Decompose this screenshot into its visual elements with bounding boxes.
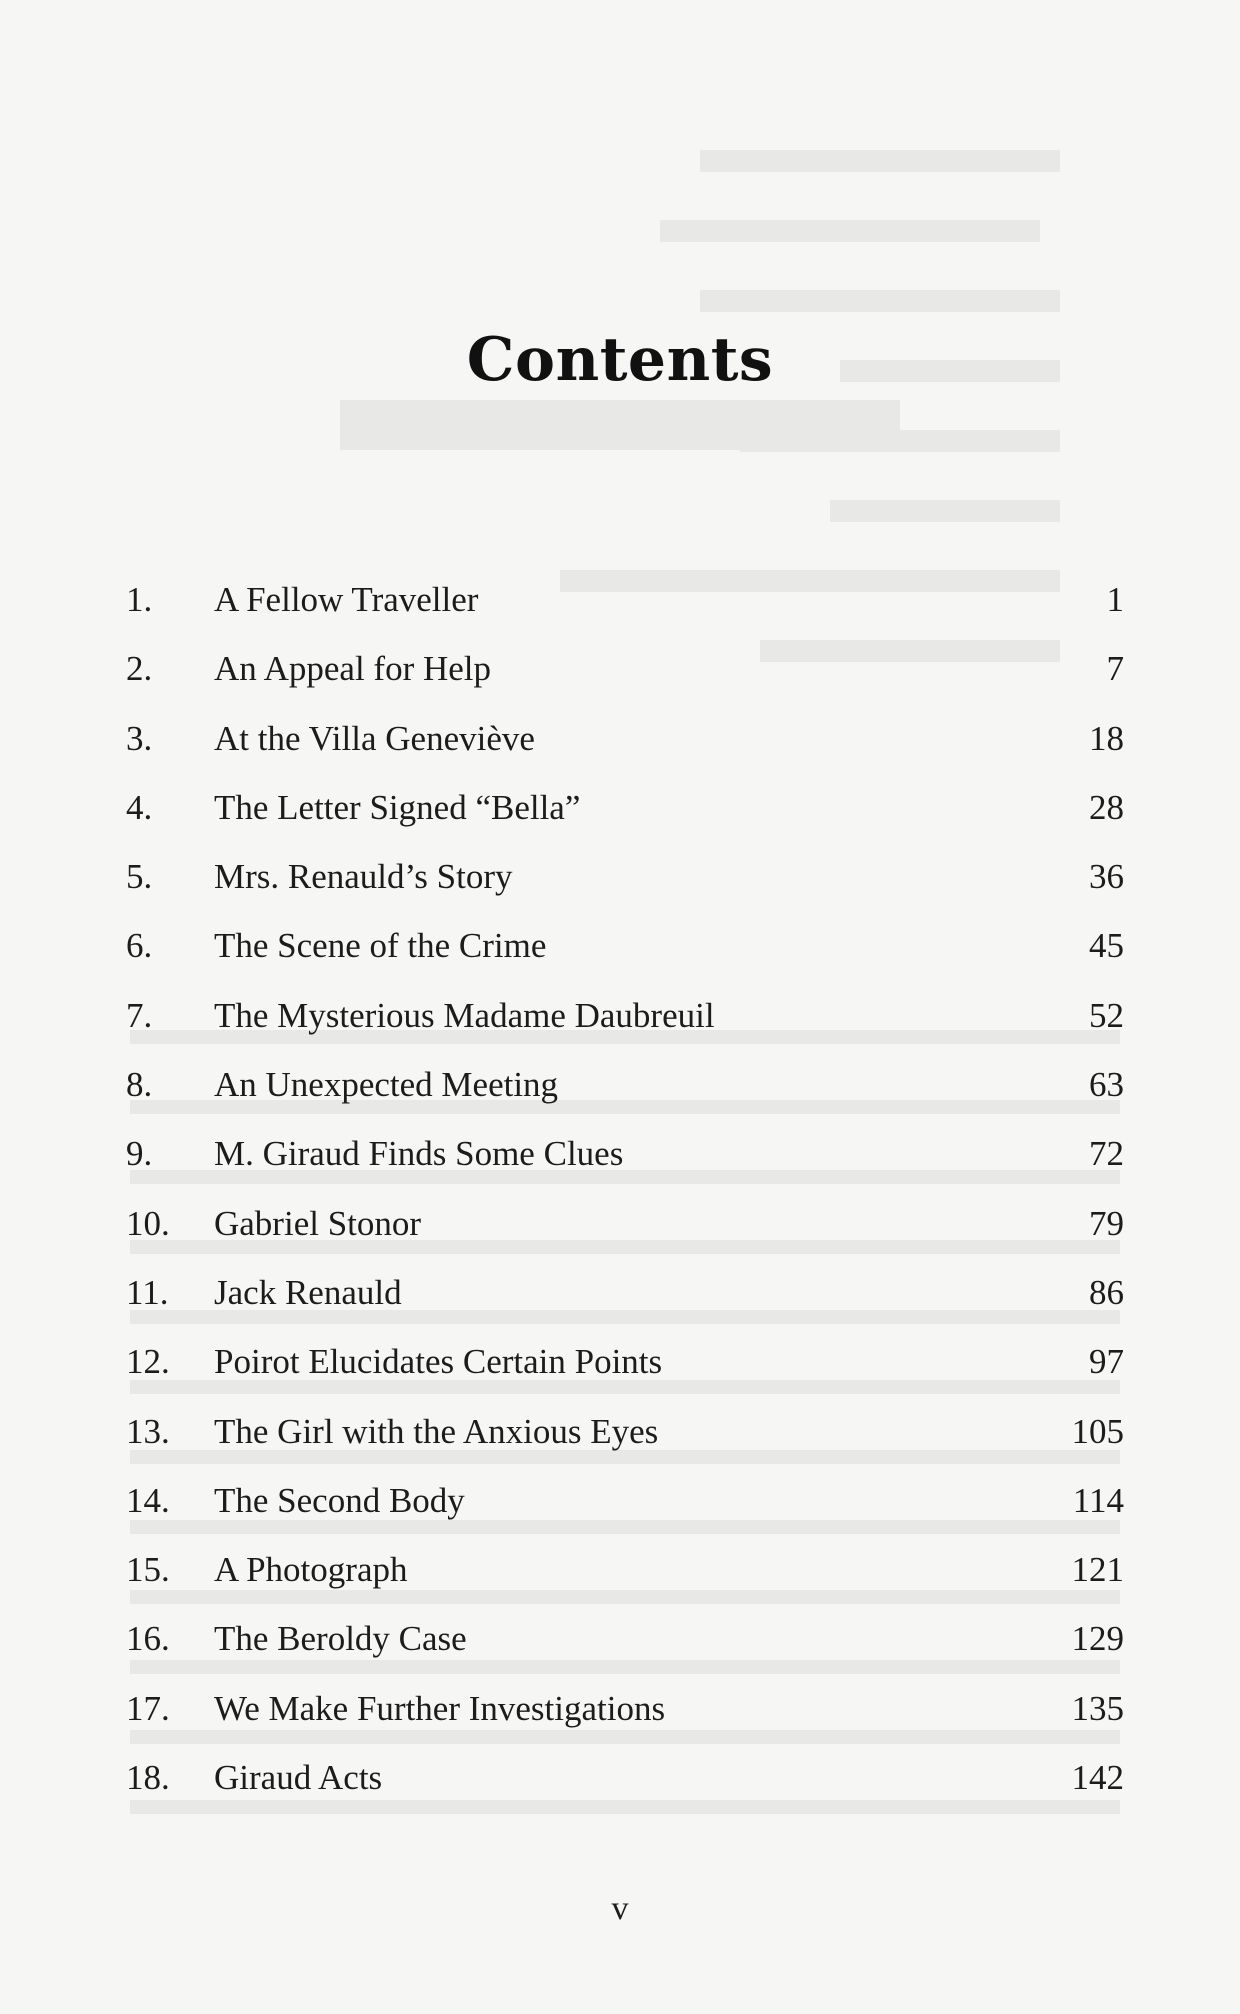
chapter-title: We Make Further Investigations: [214, 1688, 666, 1728]
chapter-title: The Mysterious Madame Daubreuil: [214, 995, 715, 1035]
chapter-page: 1: [1106, 580, 1124, 619]
toc-entry: [126, 1065, 1124, 1134]
chapter-title: A Photograph: [214, 1550, 408, 1590]
chapter-number: 11.: [126, 1272, 169, 1312]
chapter-page: 97: [1089, 1342, 1124, 1382]
table-of-contents: [126, 580, 1124, 1827]
chapter-title: The Beroldy Case: [214, 1619, 467, 1659]
chapter-page: 45: [1089, 926, 1124, 966]
chapter-page: 36: [1089, 857, 1124, 897]
chapter-number: 6.: [126, 926, 153, 966]
toc-entry: [126, 719, 1124, 788]
chapter-number: 9.: [126, 1134, 153, 1174]
chapter-page: 7: [1106, 649, 1124, 689]
toc-entry: [126, 1619, 1124, 1688]
toc-entry: [126, 996, 1124, 1065]
toc-entry: [126, 649, 1124, 718]
toc-entry: [126, 580, 1124, 649]
chapter-number: 17.: [126, 1688, 170, 1728]
toc-entry: [126, 1204, 1124, 1273]
chapter-number: 2.: [126, 649, 153, 689]
chapter-title: Jack Renauld: [214, 1272, 402, 1312]
toc-entry: [126, 1481, 1124, 1550]
chapter-number: 12.: [126, 1342, 170, 1382]
chapter-page: 72: [1089, 1134, 1124, 1174]
chapter-page: 52: [1089, 995, 1124, 1035]
chapter-page: 63: [1089, 1065, 1124, 1105]
chapter-title: A Fellow Traveller: [214, 580, 479, 619]
chapter-page: 114: [1072, 1480, 1124, 1520]
chapter-number: 4.: [126, 787, 153, 827]
chapter-number: 10.: [126, 1203, 170, 1243]
toc-entry: [126, 1550, 1124, 1619]
chapter-title: Poirot Elucidates Certain Points: [214, 1342, 663, 1382]
chapter-number: 5.: [126, 857, 153, 897]
chapter-number: 13.: [126, 1411, 170, 1451]
chapter-title: An Appeal for Help: [214, 649, 492, 689]
chapter-page: 105: [1071, 1411, 1124, 1451]
chapter-title: Giraud Acts: [214, 1758, 383, 1798]
chapter-page: 79: [1089, 1203, 1124, 1243]
chapter-page: 28: [1089, 787, 1124, 827]
toc-entry: [126, 788, 1124, 857]
chapter-number: 1.: [126, 580, 153, 619]
toc-entry: [126, 1134, 1124, 1203]
page-number: v: [611, 1890, 629, 1927]
chapter-title: The Girl with the Anxious Eyes: [214, 1411, 659, 1451]
chapter-page: 121: [1071, 1550, 1124, 1590]
chapter-number: 8.: [126, 1065, 153, 1105]
chapter-number: 15.: [126, 1550, 170, 1590]
toc-entry: [126, 1273, 1124, 1342]
chapter-title: The Second Body: [214, 1480, 465, 1520]
chapter-number: 18.: [126, 1758, 170, 1798]
toc-entry: [126, 1412, 1124, 1481]
chapter-title: The Scene of the Crime: [214, 926, 547, 966]
chapter-page: 135: [1071, 1688, 1124, 1728]
chapter-page: 142: [1071, 1758, 1124, 1798]
chapter-page: 129: [1071, 1619, 1124, 1659]
chapter-title: Gabriel Stonor: [214, 1203, 422, 1243]
chapter-title: At the Villa Geneviève: [214, 718, 535, 758]
chapter-title: Mrs. Renauld’s Story: [214, 857, 513, 897]
chapter-number: 3.: [126, 718, 153, 758]
chapter-number: 7.: [126, 995, 153, 1035]
toc-entry: [126, 1342, 1124, 1411]
chapter-title: M. Giraud Finds Some Clues: [214, 1134, 624, 1174]
toc-entry: [126, 926, 1124, 995]
toc-entry: [126, 1758, 1124, 1827]
page-title: Contents: [466, 325, 774, 396]
chapter-number: 16.: [126, 1619, 170, 1659]
toc-entry: [126, 1689, 1124, 1758]
toc-entry: [126, 857, 1124, 926]
chapter-number: 14.: [126, 1480, 170, 1520]
chapter-title: An Unexpected Meeting: [214, 1065, 559, 1105]
chapter-title: The Letter Signed “Bella”: [214, 787, 581, 827]
chapter-page: 86: [1089, 1272, 1124, 1312]
chapter-page: 18: [1089, 718, 1124, 758]
